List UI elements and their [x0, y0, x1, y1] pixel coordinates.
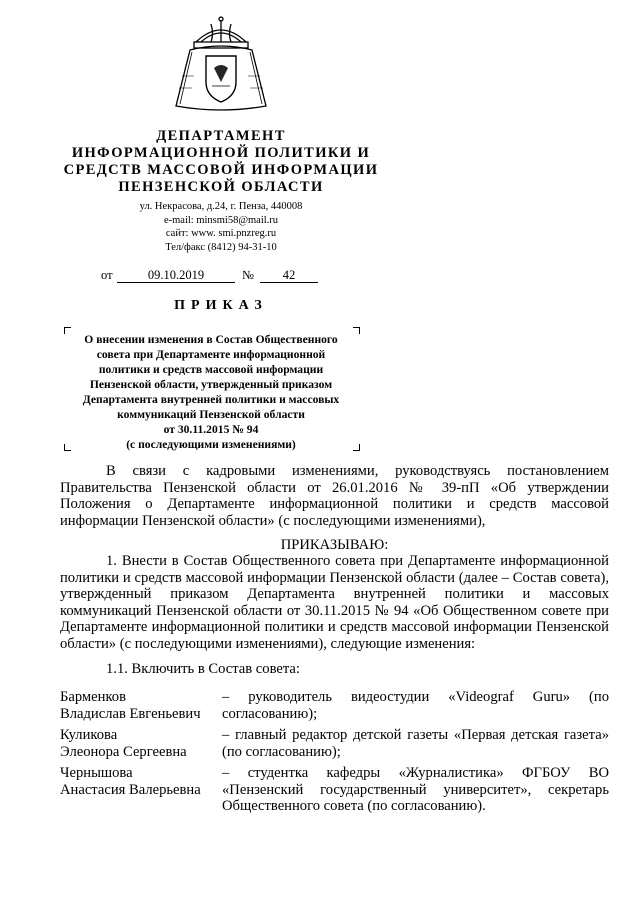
email-line: e-mail: minsmi58@mail.ru: [163, 214, 279, 226]
coat-of-arms-emblem: [168, 16, 274, 116]
member-surname: Барменков: [60, 689, 126, 705]
item-1-1-paragraph: 1.1. Включить в Состав совета:: [106, 661, 300, 677]
department-line: ПЕНЗЕНСКОЙ ОБЛАСТИ: [118, 179, 324, 195]
order-subject: [62, 332, 360, 452]
order-date: 09.10.2019: [117, 268, 235, 283]
department-line: СРЕДСТВ МАССОВОЙ ИНФОРМАЦИИ: [63, 162, 379, 178]
member-name: [60, 689, 220, 722]
number-label: №: [242, 268, 254, 282]
subject-line: Пензенской области, утвержденный приказом: [89, 378, 333, 391]
department-name: [40, 128, 402, 196]
order-number: 42: [260, 268, 318, 283]
contact-block: [40, 200, 402, 254]
subject-line: коммуникаций Пензенской области: [117, 408, 305, 421]
member-name: [60, 765, 220, 798]
subject-line: совета при Департаменте информационной: [96, 348, 326, 361]
subject-line: политики и средств массовой информации: [98, 363, 324, 376]
website-line: сайт: www. smi.pnzreg.ru: [165, 228, 277, 239]
prikazyvayu-heading: ПРИКАЗЫВАЮ:: [280, 537, 389, 553]
member-given-names: Элеонора Сергеевна: [60, 743, 187, 760]
member-given-names: Владислав Евгеньевич: [60, 705, 201, 722]
subject-line: О внесении изменения в Состав Общественного: [84, 333, 338, 346]
subject-line: от 30.11.2015 № 94: [163, 423, 259, 436]
member-role: – главный редактор детской газеты «Первая детская газета» (по согласованию);: [222, 727, 609, 760]
subject-line: Департамента внутренней политики и массовых: [82, 393, 340, 406]
phone-line: Тел/факс (8412) 94-31-10: [165, 241, 277, 253]
document-title: ПРИКАЗ: [174, 298, 268, 313]
subject-line: (с последующими изменениями): [126, 438, 296, 451]
department-line: ДЕПАРТАМЕНТ: [156, 128, 286, 144]
member-name: [60, 727, 220, 760]
address-line: ул. Некрасова, д.24, г. Пенза, 440008: [139, 201, 303, 212]
member-given-names: Анастасия Валерьевна: [60, 781, 201, 798]
date-label: от: [101, 268, 113, 282]
member-surname: Чернышова: [60, 765, 133, 781]
department-line: ИНФОРМАЦИОННОЙ ПОЛИТИКИ И: [71, 145, 371, 161]
preamble-paragraph: В связи с кадровыми изменениями, руководствуясь постановлением Правительства Пензенской области от 26.01.2016 № 39-пП «Об утверждении Положения о Департаменте информационной политики и средств массовой информации Пензенской области» (с последующими изменениями),: [60, 463, 609, 529]
member-role: – руководитель видеостудии «Videograf Guru» (по согласованию);: [222, 689, 609, 722]
item-1-paragraph: 1. Внести в Состав Общественного совета при Департаменте информационной политики и средств массовой информации Пензенской области (далее – Состав совета), утвержденный приказом Департамента внутренней политики и массовых коммуникаций Пензенской области от 30.11.2015 № 94 «Об Общественном совете при Департаменте информационной политики и средств массовой информации Пензенской области» (с последующими изменениями), следующие изменения:: [60, 553, 609, 652]
member-role: – студентка кафедры «Журналистика» ФГБОУ ВО «Пензенский государственный университет», секретарь Общественного совета (по согласованию).: [222, 765, 609, 814]
member-surname: Куликова: [60, 727, 118, 743]
